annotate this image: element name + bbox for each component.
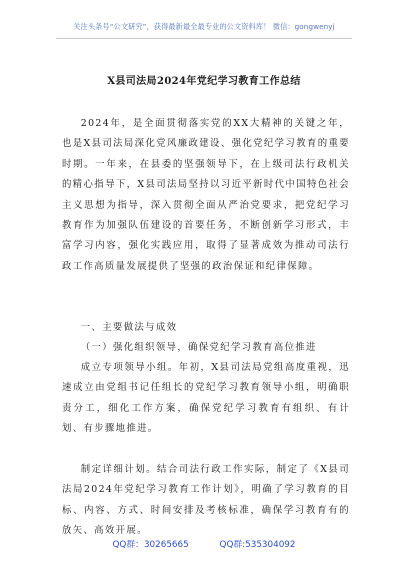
document-title: X县司法局2024年党纪学习教育工作总结 <box>107 76 301 87</box>
footer-qq-group-1: QQ群：30265665 <box>112 540 189 550</box>
paragraph-leadership-group: 成立专项领导小组。年初，X县司法局党组高度重视，迅速成立由党组书记任组长的党纪学习教育领导小组，明确职责分工，细化工作方案，确保党纪学习教育有组织、有计划、有步骤地推进。 <box>62 362 350 435</box>
section-heading: 一、主要做法与成效 <box>80 322 178 333</box>
footer-contact <box>0 537 408 550</box>
header-note: 关注头条号“公文研究”，获得最新最全最专业的公文资料库！ 微信：gongwenyj <box>73 22 335 31</box>
subsection-heading: （一）强化组织领导，确保党纪学习教育高位推进 <box>80 342 317 353</box>
header-divider <box>56 38 352 39</box>
paragraph-detailed-plan: 制定详细计划。结合司法行政工作实际，制定了《X县司法局2024年党纪学习教育工作计划》，明确了学习教育的目标、内容、方式、时间安排及考核标准，确保学习教育有的放矢、高效开展。 <box>62 464 350 537</box>
footer-qq-group-2: QQ群:535304092 <box>219 540 296 550</box>
paragraph-intro: 2024年，是全面贯彻落实党的XX大精神的关键之年，也是X县司法局深化党风廉政建设、强化党纪学习教育的重要时期。一年来，在县委的坚强领导下，在上级司法行政机关的精心指导下，X县司法局坚持以习近平新时代中国特色社会主义思想为指导，深入贯彻全面从严治党要求，把党纪学习教育作为加强队伍建设的首要任务，不断创新学习形式，丰富学习内容，强化实践应用，取得了显著成效为推动司法行政工作高质量发展提供了坚强的政治保证和纪律保障。 <box>62 118 350 272</box>
